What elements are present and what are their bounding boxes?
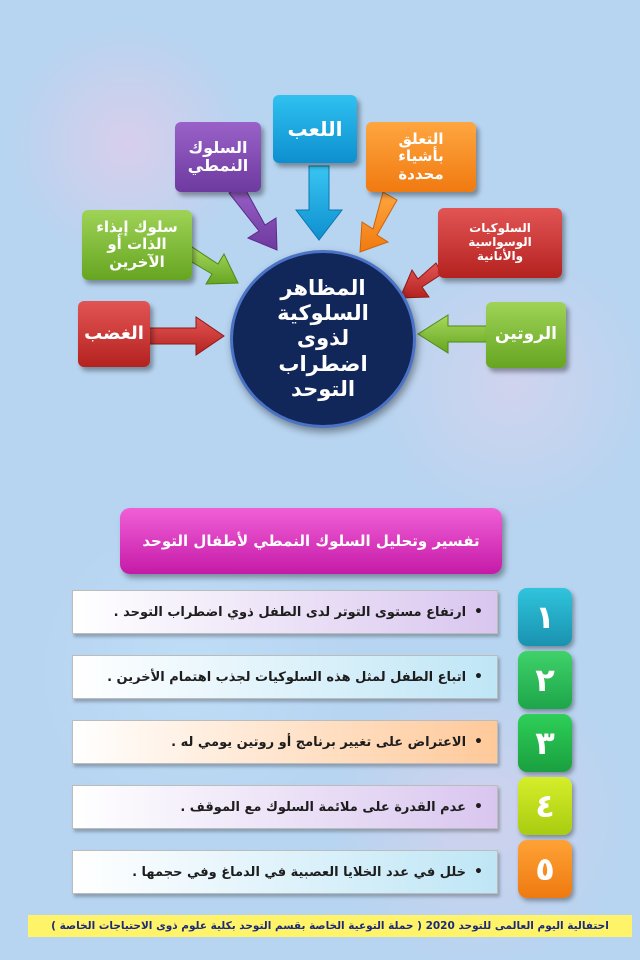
bullet: •: [474, 734, 483, 750]
number-badge-4: [518, 777, 572, 835]
number-badge-label: ٤: [535, 787, 555, 825]
node-routine-label: الروتين: [495, 324, 557, 345]
node-play-label: اللعب: [287, 116, 343, 141]
number-badge-label: ٥: [535, 850, 555, 888]
list-item: [72, 655, 498, 699]
node-self-harm: [82, 210, 192, 280]
arrow-attachment: [360, 192, 397, 252]
number-badge-1: [518, 588, 572, 646]
section-title: [120, 508, 502, 574]
node-stereotyped-label: السلوك النمطي: [187, 137, 249, 175]
arrow-self-harm: [185, 247, 238, 284]
arrow-play: [296, 166, 342, 240]
node-obsessive: [438, 208, 562, 278]
number-badge-label: ٣: [535, 724, 555, 762]
list-item-text: عدم القدرة على ملائمة السلوك مع الموقف .: [180, 799, 467, 815]
list-item-text: خلل في عدد الخلايا العصبية في الدماغ وفي حجمها .: [132, 864, 467, 880]
bullet: •: [474, 669, 483, 685]
arrow-anger: [148, 317, 224, 355]
node-attachment-label: التعلق بأشياء محددة: [398, 130, 444, 183]
bullet: •: [474, 864, 483, 880]
node-stereotyped: [175, 122, 261, 192]
node-anger: [78, 301, 150, 367]
node-play: [273, 95, 357, 163]
list-item-text: ارتفاع مستوى التوتر لدى الطفل ذوي اضطراب التوحد .: [113, 604, 467, 620]
number-badge-label: ١: [535, 598, 555, 636]
footer-text: احتفالية اليوم العالمى للتوحد 2020 ( حملة التوعية الخاصة بقسم التوحد بكلية علوم ذوى الاحتياجات الخاصة ): [51, 920, 609, 932]
node-routine: [486, 302, 566, 368]
list-item: [72, 850, 498, 894]
number-badge-2: [518, 651, 572, 709]
number-badge-label: ٢: [535, 661, 555, 699]
list-item: [72, 720, 498, 764]
node-attachment: [366, 122, 476, 192]
list-item: [72, 590, 498, 634]
section-title-text: تفسير وتحليل السلوك النمطي لأطفال التوحد: [142, 532, 480, 550]
arrow-stereotyped: [229, 185, 277, 250]
list-item-text: اتباع الطفل لمثل هذه السلوكيات لجذب اهتمام الأخرين .: [107, 669, 467, 685]
arrow-routine: [418, 315, 490, 353]
number-badge-5: [518, 840, 572, 898]
bullet: •: [474, 799, 483, 815]
footer-banner: [28, 915, 632, 937]
list-item-text: الاعتراض على تغيير برنامج أو روتين يومي له .: [171, 734, 467, 750]
node-obsessive-label: السلوكيات الوسواسية والأنانية: [468, 221, 532, 263]
node-anger-label: الغضب: [84, 322, 144, 344]
node-self-harm-label: سلوك إيذاء الذات أو الآخرين: [96, 218, 178, 271]
list-item: [72, 785, 498, 829]
arrow-obsessive: [400, 263, 442, 298]
center-circle: [230, 250, 416, 428]
bullet: •: [474, 604, 483, 620]
center-label: المظاهر السلوكية لذوى اضطراب التوحد: [277, 276, 369, 401]
number-badge-3: [518, 714, 572, 772]
